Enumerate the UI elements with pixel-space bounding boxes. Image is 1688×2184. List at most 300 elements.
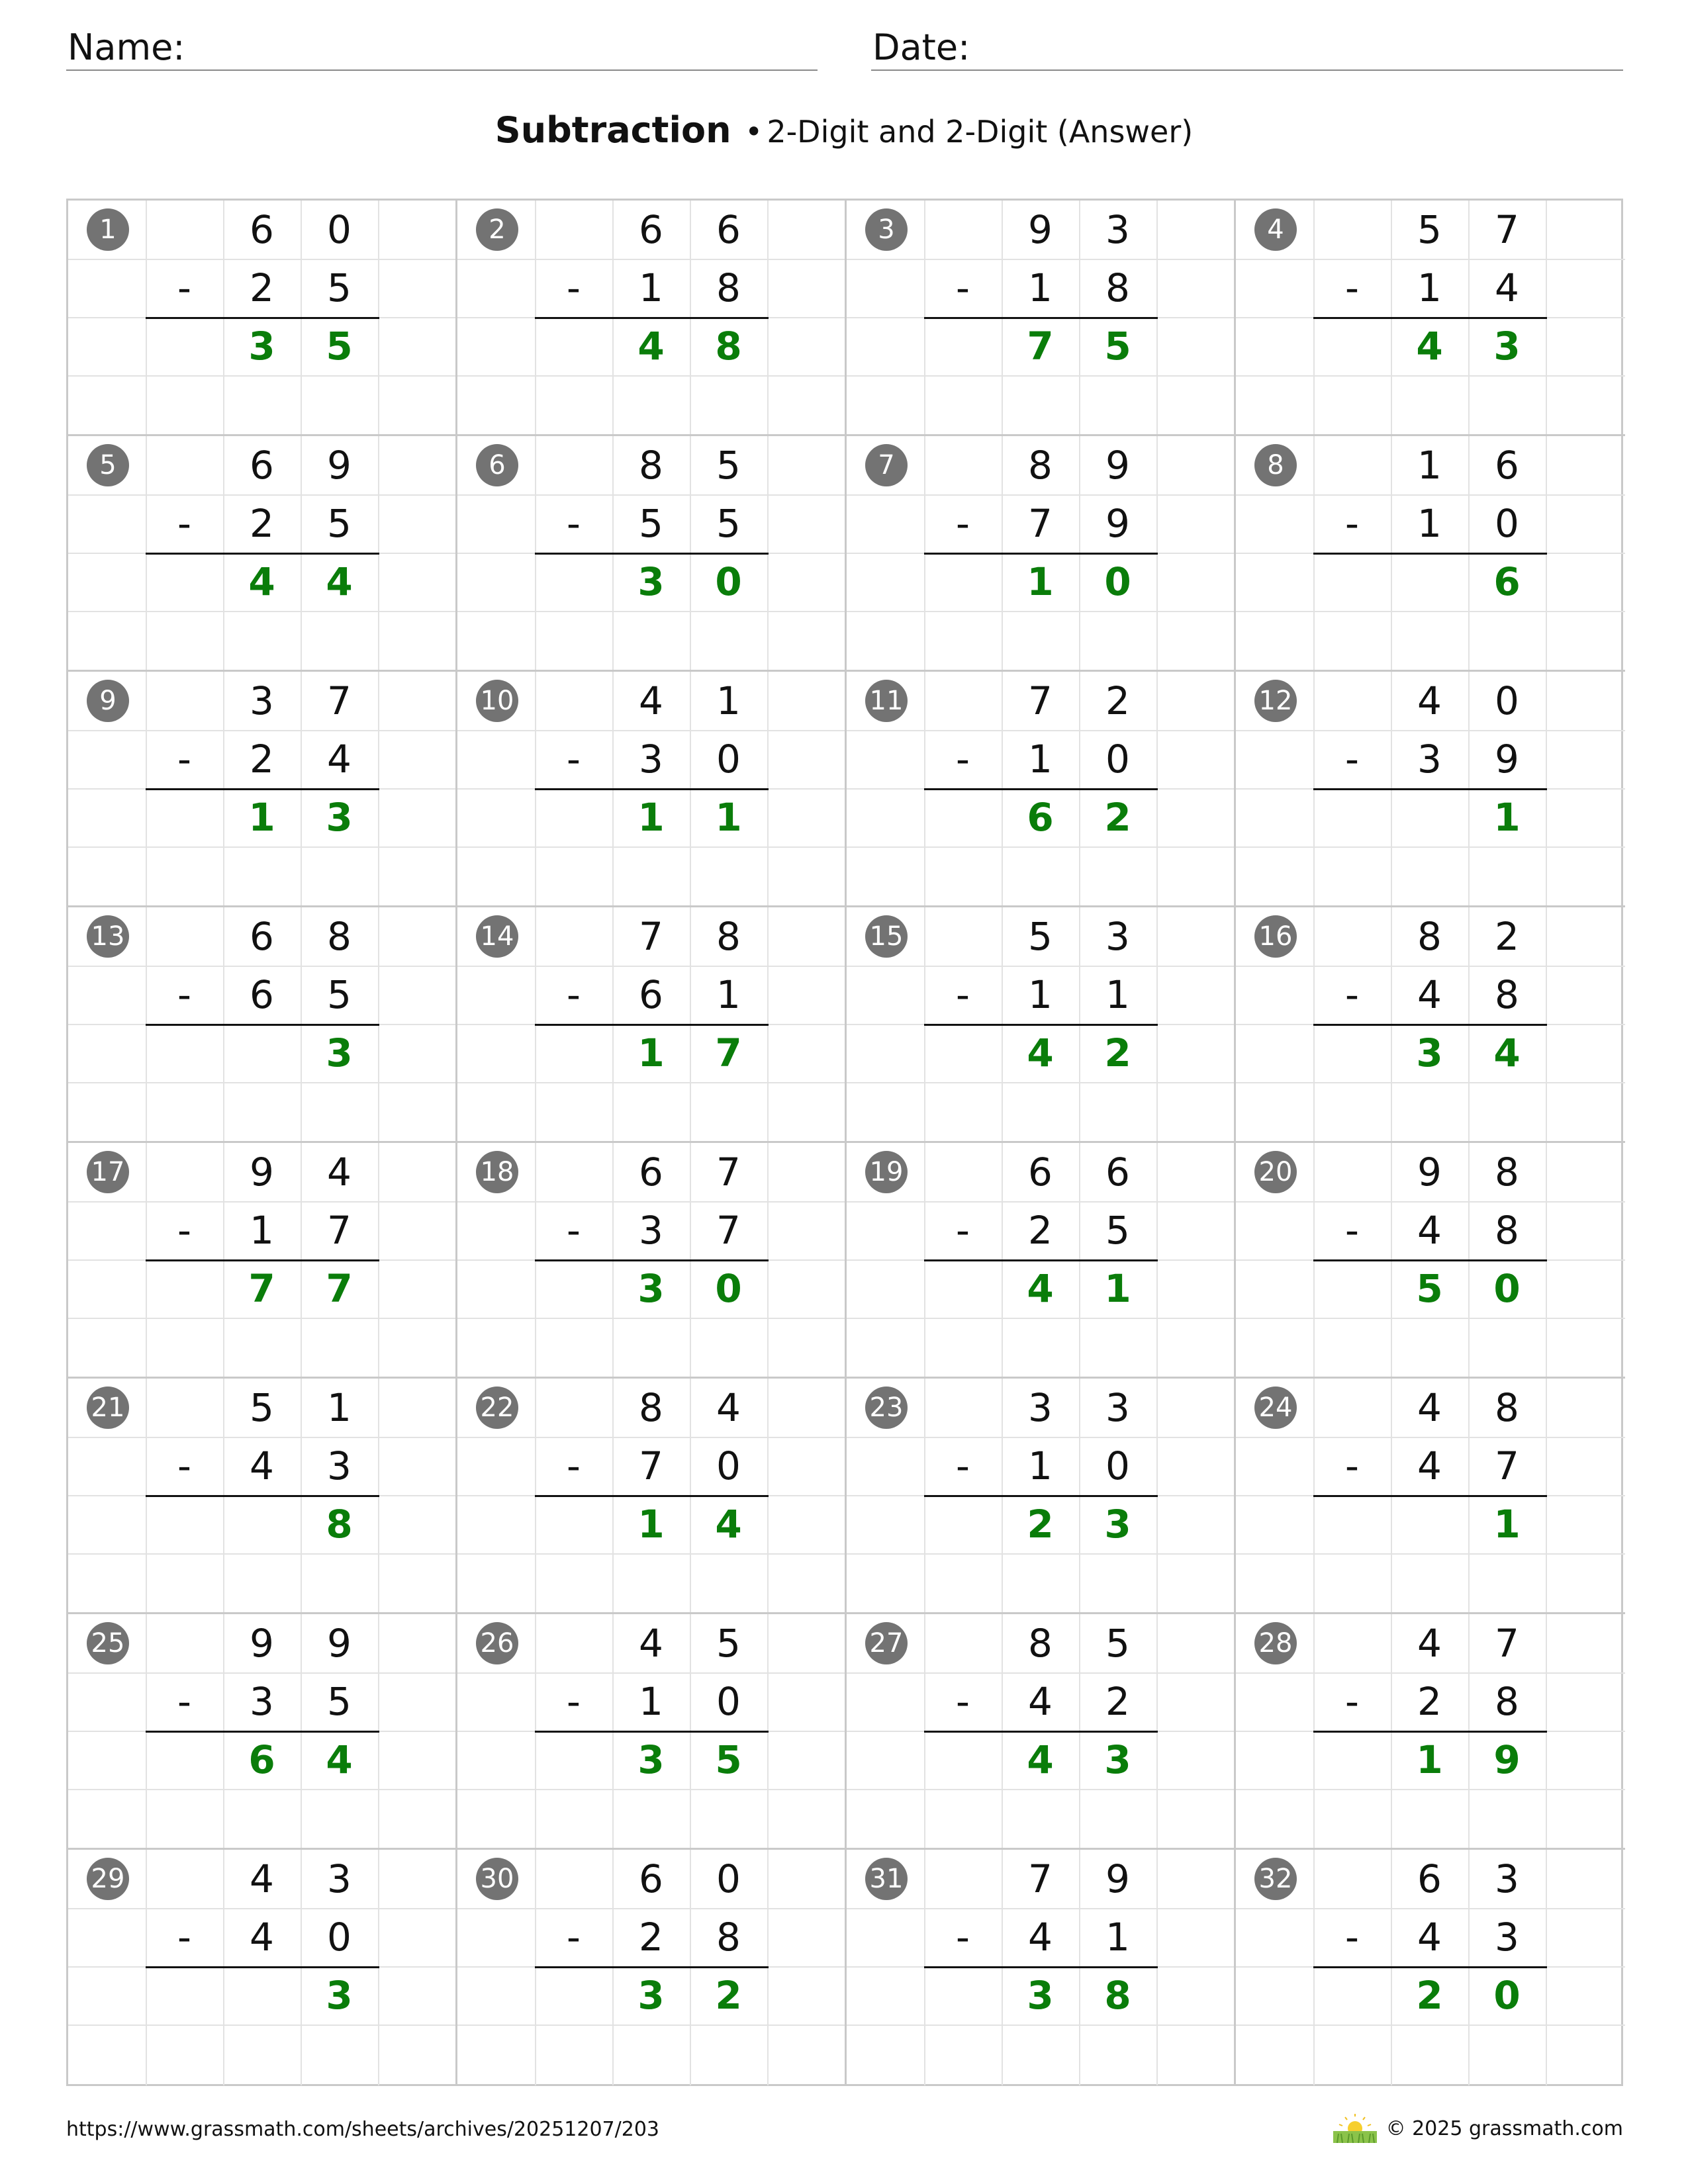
subtrahend-digit: 7: [327, 1208, 352, 1253]
answer-digit: 4: [326, 1737, 353, 1782]
subtrahend-digit: 4: [250, 1915, 274, 1960]
answer-digit: 0: [1104, 559, 1131, 604]
problem-number-badge: 27: [865, 1622, 908, 1664]
title-separator: •: [745, 114, 763, 150]
problem-cell: [1236, 1850, 1625, 2085]
problem-number-badge: 3: [865, 208, 908, 251]
minuend-digit: 4: [1417, 1621, 1442, 1666]
grid-line: [847, 1082, 1234, 1083]
minuend-digit: 7: [1028, 678, 1053, 723]
minus-sign: -: [177, 972, 191, 1017]
problem-number-badge: 23: [865, 1387, 908, 1429]
minus-sign: -: [956, 737, 970, 782]
answer-digit: 4: [1493, 1030, 1521, 1075]
problem-number-badge: 11: [865, 680, 908, 722]
minuend-digit: 4: [327, 1150, 352, 1195]
grid-line: [68, 846, 455, 848]
answer-digit: 3: [637, 1737, 665, 1782]
subtrahend-digit: 0: [716, 737, 741, 782]
grid-line: [457, 375, 845, 377]
problem-number-badge: 31: [865, 1858, 908, 1900]
answer-digit: 8: [715, 324, 742, 369]
problem-number-badge: 15: [865, 915, 908, 958]
answer-digit: 4: [248, 559, 275, 604]
answer-digit: 1: [1493, 1502, 1521, 1547]
answer-digit: 4: [637, 324, 665, 369]
minus-sign: -: [956, 1208, 970, 1253]
answer-digit: 8: [1104, 1973, 1131, 2018]
answer-digit: 4: [326, 559, 353, 604]
subtrahend-digit: 4: [1417, 1208, 1442, 1253]
grid-line: [1236, 1789, 1625, 1790]
answer-digit: 3: [1027, 1973, 1054, 2018]
answer-digit: 1: [637, 1030, 665, 1075]
minuend-digit: 8: [1495, 1385, 1519, 1430]
problem-number-badge: 7: [865, 444, 908, 486]
minuend-digit: 3: [1105, 207, 1130, 252]
grid-line: [68, 2025, 455, 2026]
subtrahend-digit: 7: [1495, 1443, 1519, 1488]
problem-number-badge: 12: [1254, 680, 1297, 722]
minuend-digit: 5: [1028, 914, 1053, 959]
minuend-digit: 7: [716, 1150, 741, 1195]
subtrahend-digit: 8: [716, 1915, 741, 1960]
minus-sign: -: [567, 972, 581, 1017]
subtrahend-digit: 8: [1495, 972, 1519, 1017]
subtrahend-digit: 2: [639, 1915, 663, 1960]
problem-cell: [457, 436, 847, 672]
problem-cell: [68, 1614, 457, 1850]
problem-number-badge: 32: [1254, 1858, 1297, 1900]
answer-digit: 4: [715, 1502, 742, 1547]
answer-digit: [223, 1966, 301, 2025]
subtrahend-digit: 1: [1028, 1443, 1053, 1488]
minuend-digit: 3: [1495, 1856, 1519, 1901]
answer-digit: 7: [326, 1266, 353, 1311]
minus-sign: -: [567, 265, 581, 310]
answer-digit: [1391, 1495, 1468, 1553]
answer-digit: 3: [326, 795, 353, 840]
problem-cell: [1236, 1379, 1625, 1614]
minus-sign: -: [956, 1915, 970, 1960]
answer-digit: 5: [715, 1737, 742, 1782]
answer-digit: 7: [715, 1030, 742, 1075]
problem-number-badge: 21: [87, 1387, 129, 1429]
minuend-digit: 1: [716, 678, 741, 723]
answer-digit: 1: [1416, 1737, 1443, 1782]
minus-sign: -: [177, 501, 191, 546]
subtrahend-digit: 1: [1105, 972, 1130, 1017]
grid-line: [457, 846, 845, 848]
subtrahend-digit: 4: [1495, 265, 1519, 310]
minuend-digit: 5: [716, 1621, 741, 1666]
minus-sign: -: [567, 737, 581, 782]
answer-digit: 3: [248, 324, 275, 369]
grid-line: [1236, 846, 1625, 848]
minuend-digit: 6: [1495, 443, 1519, 488]
minuend-digit: 7: [327, 678, 352, 723]
minuend-digit: 6: [716, 207, 741, 252]
answer-digit: 3: [637, 559, 665, 604]
subtrahend-digit: 2: [250, 265, 274, 310]
problem-cell: [847, 1850, 1236, 2085]
grid-line: [68, 1553, 455, 1555]
subtrahend-digit: 8: [716, 265, 741, 310]
subtrahend-digit: 1: [250, 1208, 274, 1253]
problem-number-badge: 26: [476, 1622, 518, 1664]
answer-digit: 1: [715, 795, 742, 840]
problem-cell: [847, 1614, 1236, 1850]
subtrahend-digit: 5: [327, 265, 352, 310]
minus-sign: -: [567, 1679, 581, 1724]
subtrahend-digit: 3: [1417, 737, 1442, 782]
problem-cell: [847, 436, 1236, 672]
problem-number-badge: 22: [476, 1387, 518, 1429]
problem-number-badge: 20: [1254, 1151, 1297, 1193]
minus-sign: -: [1345, 1443, 1359, 1488]
grid-line: [68, 1082, 455, 1083]
problem-cell: [847, 672, 1236, 907]
minuend-digit: 0: [327, 207, 352, 252]
title-main: Subtraction: [494, 109, 731, 151]
problem-cell: [68, 1143, 457, 1379]
problem-cell: [847, 1143, 1236, 1379]
grid-line: [457, 1553, 845, 1555]
name-field[interactable]: [66, 23, 818, 71]
subtrahend-digit: 5: [327, 1679, 352, 1724]
minus-sign: -: [1345, 501, 1359, 546]
subtrahend-digit: 2: [250, 737, 274, 782]
minuend-digit: 0: [716, 1856, 741, 1901]
minuend-digit: 8: [1028, 1621, 1053, 1666]
minuend-digit: 8: [639, 443, 663, 488]
answer-digit: 7: [248, 1266, 275, 1311]
answer-digit: 2: [1027, 1502, 1054, 1547]
minus-sign: -: [567, 1443, 581, 1488]
answer-digit: 6: [1493, 559, 1521, 604]
answer-digit: 0: [1493, 1266, 1521, 1311]
minus-sign: -: [567, 1208, 581, 1253]
answer-digit: [223, 1495, 301, 1553]
answer-digit: 5: [1104, 324, 1131, 369]
subtrahend-digit: 3: [1495, 1915, 1519, 1960]
problem-number-badge: 16: [1254, 915, 1297, 958]
problem-number-badge: 13: [87, 915, 129, 958]
answer-digit: 5: [326, 324, 353, 369]
problem-number-badge: 18: [476, 1151, 518, 1193]
minus-sign: -: [177, 737, 191, 782]
answer-digit: 1: [1493, 795, 1521, 840]
minuend-digit: 9: [327, 1621, 352, 1666]
minuend-digit: 2: [1495, 914, 1519, 959]
minuend-digit: 6: [250, 207, 274, 252]
minuend-digit: 7: [1495, 207, 1519, 252]
subtrahend-digit: 5: [639, 501, 663, 546]
minuend-digit: 6: [1028, 1150, 1053, 1195]
grid-line: [457, 2025, 845, 2026]
answer-digit: 3: [637, 1973, 665, 2018]
problem-cell: [68, 1379, 457, 1614]
grid-line: [847, 2025, 1234, 2026]
minuend-digit: 4: [1417, 678, 1442, 723]
minuend-digit: 6: [1105, 1150, 1130, 1195]
minus-sign: -: [956, 265, 970, 310]
subtrahend-digit: 2: [1417, 1679, 1442, 1724]
subtrahend-digit: 1: [1417, 265, 1442, 310]
minuend-digit: 2: [1105, 678, 1130, 723]
subtrahend-digit: 1: [1417, 501, 1442, 546]
answer-digit: 2: [715, 1973, 742, 2018]
minuend-digit: 3: [1028, 1385, 1053, 1430]
minuend-digit: 6: [250, 914, 274, 959]
minuend-digit: 8: [1417, 914, 1442, 959]
problem-cell: [68, 907, 457, 1143]
minuend-digit: 5: [1105, 1621, 1130, 1666]
answer-digit: 1: [1027, 559, 1054, 604]
answer-digit: 2: [1104, 1030, 1131, 1075]
problem-cell: [1236, 201, 1625, 436]
minuend-digit: 1: [327, 1385, 352, 1430]
answer-digit: 6: [1027, 795, 1054, 840]
grid-line: [1236, 1082, 1625, 1083]
grid-line: [847, 846, 1234, 848]
answer-digit: [1391, 788, 1468, 846]
subtrahend-digit: 6: [639, 972, 663, 1017]
subtrahend-digit: 0: [1495, 501, 1519, 546]
answer-digit: 4: [1027, 1030, 1054, 1075]
answer-digit: 0: [715, 1266, 742, 1311]
problem-cell: [457, 1614, 847, 1850]
minuend-digit: 9: [1417, 1150, 1442, 1195]
answer-digit: 2: [1416, 1973, 1443, 2018]
date-field[interactable]: [871, 23, 1623, 71]
problem-cell: [1236, 1143, 1625, 1379]
grid-line: [847, 1318, 1234, 1319]
subtrahend-digit: 1: [1028, 972, 1053, 1017]
title-subtitle: 2-Digit and 2-Digit (Answer): [767, 114, 1194, 150]
problem-cell: [68, 436, 457, 672]
grid-line: [1236, 375, 1625, 377]
answer-digit: 1: [248, 795, 275, 840]
problem-cell: [1236, 907, 1625, 1143]
grid-line: [847, 1789, 1234, 1790]
subtrahend-digit: 1: [1028, 737, 1053, 782]
answer-digit: 3: [326, 1030, 353, 1075]
minuend-digit: 8: [639, 1385, 663, 1430]
minuend-digit: 5: [716, 443, 741, 488]
subtrahend-digit: 5: [327, 501, 352, 546]
minuend-digit: 4: [639, 678, 663, 723]
answer-digit: 4: [1416, 324, 1443, 369]
subtrahend-digit: 8: [1495, 1679, 1519, 1724]
minus-sign: -: [177, 1443, 191, 1488]
subtrahend-digit: 5: [716, 501, 741, 546]
problem-cell: [1236, 1614, 1625, 1850]
minuend-digit: 4: [1417, 1385, 1442, 1430]
subtrahend-digit: 2: [1028, 1208, 1053, 1253]
problem-number-badge: 28: [1254, 1622, 1297, 1664]
footer-brand: [1333, 2114, 1623, 2143]
subtrahend-digit: 9: [1105, 501, 1130, 546]
answer-digit: 0: [715, 559, 742, 604]
minuend-digit: 8: [1028, 443, 1053, 488]
minuend-digit: 4: [716, 1385, 741, 1430]
grassmath-logo-icon: [1333, 2114, 1377, 2143]
grid-line: [847, 611, 1234, 612]
problem-number-badge: 14: [476, 915, 518, 958]
grid-line: [1236, 1318, 1625, 1319]
subtrahend-digit: 7: [639, 1443, 663, 1488]
subtrahend-digit: 4: [1028, 1915, 1053, 1960]
minuend-digit: 9: [327, 443, 352, 488]
grid-line: [68, 375, 455, 377]
minus-sign: -: [956, 1443, 970, 1488]
answer-digit: 0: [1493, 1973, 1521, 2018]
page-title: [0, 107, 1688, 155]
footer-url: https://www.grassmath.com/sheets/archives/20251207/203: [66, 2118, 660, 2141]
answer-digit: 3: [1104, 1502, 1131, 1547]
minuend-digit: 9: [1028, 207, 1053, 252]
problem-number-badge: 30: [476, 1858, 518, 1900]
answer-digit: 4: [1027, 1737, 1054, 1782]
subtrahend-digit: 1: [1028, 265, 1053, 310]
minus-sign: -: [956, 972, 970, 1017]
subtrahend-digit: 0: [327, 1915, 352, 1960]
problem-cell: [68, 1850, 457, 2085]
subtrahend-digit: 2: [250, 501, 274, 546]
minuend-digit: 6: [1417, 1856, 1442, 1901]
grid-line: [1236, 2025, 1625, 2026]
minuend-digit: 4: [639, 1621, 663, 1666]
answer-digit: 1: [637, 795, 665, 840]
answer-digit: 4: [1027, 1266, 1054, 1311]
minuend-digit: 1: [1417, 443, 1442, 488]
problem-number-badge: 19: [865, 1151, 908, 1193]
minuend-digit: 5: [1417, 207, 1442, 252]
grid-line: [68, 611, 455, 612]
subtrahend-digit: 0: [716, 1443, 741, 1488]
minus-sign: -: [177, 1915, 191, 1960]
grid-line: [457, 1082, 845, 1083]
grid-line: [847, 375, 1234, 377]
minus-sign: -: [1345, 1679, 1359, 1724]
problem-cell: [457, 201, 847, 436]
grid-line: [457, 611, 845, 612]
subtrahend-digit: 4: [1417, 1443, 1442, 1488]
problem-cell: [847, 201, 1236, 436]
problem-cell: [457, 907, 847, 1143]
problem-cell: [68, 672, 457, 907]
subtrahend-digit: 3: [639, 1208, 663, 1253]
minuend-digit: 6: [250, 443, 274, 488]
subtrahend-digit: 5: [1105, 1208, 1130, 1253]
minuend-digit: 5: [250, 1385, 274, 1430]
grid-line: [68, 1789, 455, 1790]
minuend-digit: 8: [1495, 1150, 1519, 1195]
minuend-digit: 9: [250, 1621, 274, 1666]
minus-sign: -: [956, 1679, 970, 1724]
subtrahend-digit: 5: [327, 972, 352, 1017]
minus-sign: -: [177, 265, 191, 310]
subtrahend-digit: 1: [716, 972, 741, 1017]
minus-sign: -: [177, 1679, 191, 1724]
problem-number-badge: 1: [87, 208, 129, 251]
minus-sign: -: [956, 501, 970, 546]
minuend-digit: 3: [1105, 914, 1130, 959]
problem-number-badge: 29: [87, 1858, 129, 1900]
subtrahend-digit: 2: [1105, 1679, 1130, 1724]
subtrahend-digit: 6: [250, 972, 274, 1017]
name-label: Name:: [68, 26, 185, 68]
problem-grid: [66, 199, 1623, 2086]
subtrahend-digit: 8: [1495, 1208, 1519, 1253]
minuend-digit: 8: [327, 914, 352, 959]
problem-number-badge: 5: [87, 444, 129, 486]
subtrahend-digit: 0: [716, 1679, 741, 1724]
answer-digit: 7: [1027, 324, 1054, 369]
problem-cell: [457, 1379, 847, 1614]
minus-sign: -: [1345, 1915, 1359, 1960]
answer-digit: 6: [248, 1737, 275, 1782]
minus-sign: -: [1345, 1208, 1359, 1253]
problem-cell: [457, 1850, 847, 2085]
problem-cell: [1236, 672, 1625, 907]
subtrahend-digit: 1: [639, 1679, 663, 1724]
grid-line: [457, 1789, 845, 1790]
problem-cell: [847, 1379, 1236, 1614]
subtrahend-digit: 3: [639, 737, 663, 782]
answer-digit: 1: [1104, 1266, 1131, 1311]
problem-cell: [1236, 436, 1625, 672]
minuend-digit: 8: [716, 914, 741, 959]
minuend-digit: 0: [1495, 678, 1519, 723]
problem-cell: [847, 907, 1236, 1143]
grid-line: [847, 1553, 1234, 1555]
subtrahend-digit: 4: [1417, 1915, 1442, 1960]
minuend-digit: 3: [327, 1856, 352, 1901]
answer-digit: 9: [1493, 1737, 1521, 1782]
minus-sign: -: [1345, 737, 1359, 782]
answer-digit: 3: [1104, 1737, 1131, 1782]
minuend-digit: 7: [639, 914, 663, 959]
grid-line: [1236, 1553, 1625, 1555]
minuend-digit: 4: [250, 1856, 274, 1901]
footer-copyright: © 2025 grassmath.com: [1385, 2116, 1623, 2140]
subtrahend-digit: 7: [1028, 501, 1053, 546]
problem-number-badge: 4: [1254, 208, 1297, 251]
minuend-digit: 7: [1028, 1856, 1053, 1901]
subtrahend-digit: 3: [327, 1443, 352, 1488]
problem-cell: [68, 201, 457, 436]
answer-digit: [1391, 553, 1468, 611]
minus-sign: -: [1345, 972, 1359, 1017]
problem-number-badge: 25: [87, 1622, 129, 1664]
answer-digit: 5: [1416, 1266, 1443, 1311]
minuend-digit: 9: [1105, 1856, 1130, 1901]
subtrahend-digit: 9: [1495, 737, 1519, 782]
problem-number-badge: 17: [87, 1151, 129, 1193]
answer-digit: [223, 1024, 301, 1082]
problem-number-badge: 9: [87, 680, 129, 722]
minus-sign: -: [567, 501, 581, 546]
subtrahend-digit: 4: [1028, 1679, 1053, 1724]
minuend-digit: 7: [1495, 1621, 1519, 1666]
answer-digit: 1: [637, 1502, 665, 1547]
problem-number-badge: 2: [476, 208, 518, 251]
problem-number-badge: 8: [1254, 444, 1297, 486]
minuend-digit: 9: [1105, 443, 1130, 488]
minuend-digit: 6: [639, 1150, 663, 1195]
